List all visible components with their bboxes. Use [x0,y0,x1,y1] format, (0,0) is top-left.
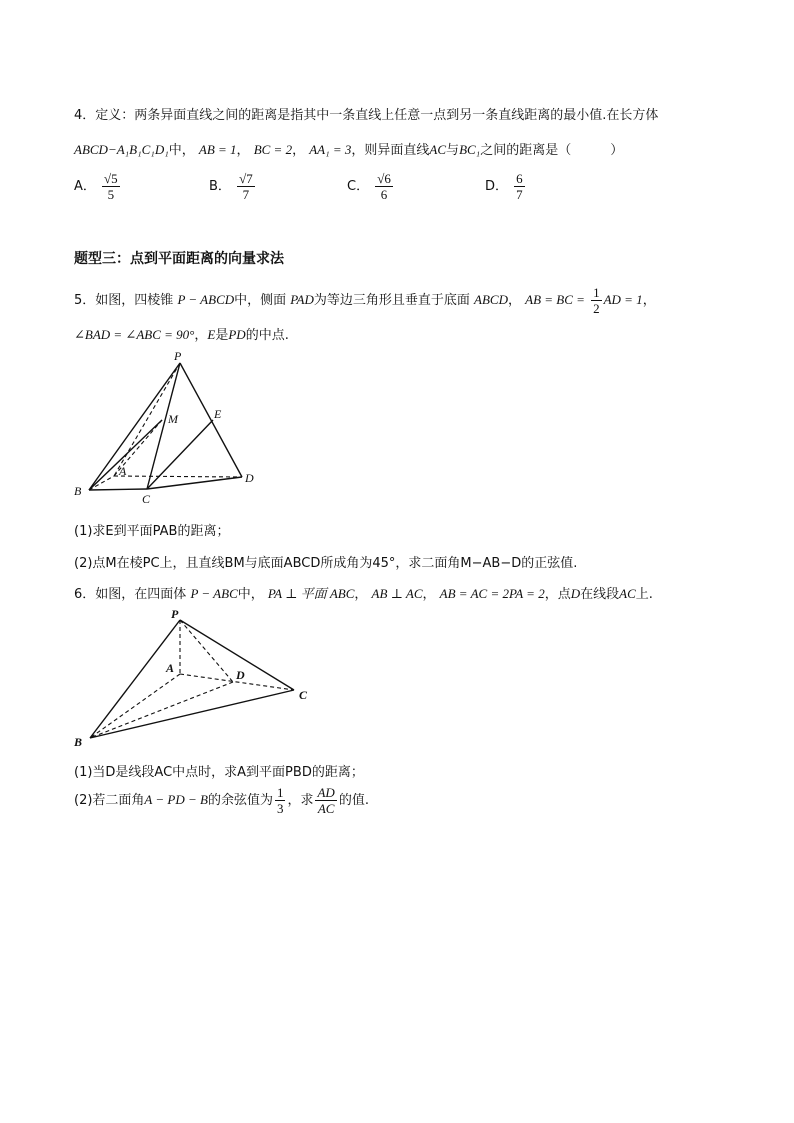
q4-option-a [74,172,122,201]
edge-ad [114,476,242,477]
q6-figure [68,604,328,754]
q4-line2: ABCD−A₁B₁C₁D₁中， AB = 1， BC = 2， AA₁ = 3，则异面直线AC与BC₁之间的距离是（ ） [74,142,624,158]
q5-is: 是 [215,328,229,343]
frac-num: √6 [377,171,391,186]
q6-d: D [570,586,581,601]
q4-and: 与 [446,143,460,158]
q5-eq: AB = BC = [525,292,585,307]
frac-den: 6 [380,187,388,202]
label-b: B [74,484,82,498]
q5-pad: PAD [290,292,314,307]
frac-num: √5 [104,171,118,186]
label-a: A [166,661,175,675]
q4-end: 之间的距离是（ ） [480,143,624,158]
edge-ce [147,420,213,489]
q4-q: ，则异面直线 [351,143,430,158]
q5-t3: 为等边三角形且垂直于底面 [313,293,470,308]
label-p: P [171,607,179,621]
q6-t11: 上. [635,587,653,602]
q5-line1: 5．如图，四棱锥 P − ABCD中，侧面 PAD为等边三角形且垂直于底面 ABCD， AB = BC = $\frac{1}{2}$ AD = 1， [74,285,656,316]
frac-num: 6 [516,171,523,186]
edge-cd [147,477,242,489]
label-a: A [119,464,127,478]
frac-den: 3 [276,801,284,816]
q6-sub2-e: 的值. [338,793,369,808]
q4-line1 [74,104,658,123]
frac-num: 1 [593,285,600,300]
frac-den: 7 [242,187,250,202]
q6-sub2 [74,786,369,815]
frac-num: √7 [239,171,253,186]
edge-pd [180,620,233,682]
q5-sub1: (1)求E到平面PAB的距离； [74,524,230,539]
q4-in: 中， [168,143,195,158]
frac-num: AD [317,785,335,800]
section-title: 题型三：点到平面距离的向量求法 [74,251,284,267]
q6-lengths: AB = AC = 2PA = 2 [439,586,545,601]
q6-sub2-d: ，求 [287,793,314,808]
q4-option-b [209,172,257,201]
label-b: B [74,735,83,749]
q5-angle: ∠BAD = ∠ABC = 90° [74,327,195,342]
q6-dihedral: A − PD − B [144,792,208,807]
q4-option-d [485,172,527,201]
option-label: A． [74,179,96,194]
option-fraction [102,172,120,201]
frac-num: 1 [276,785,284,800]
option-fraction [375,172,393,201]
label-c: C [299,688,308,702]
q5-midpoint: 的中点. [245,328,289,343]
edge-pd [180,363,242,477]
label-c: C [142,492,151,506]
q6-perp2: AB ⊥ AC [371,586,423,601]
q5-fraction [591,286,602,315]
q6-ac: AC [619,586,636,601]
q6-fraction-ratio [315,786,336,815]
label-d: D [236,668,245,682]
q4-text: 定义：两条异面直线之间的距离是指其中一条直线上任意一点到另一条直线距离的最小值.在长方体 [95,108,659,123]
q4-cond-ab: AB = 1 [198,142,237,157]
q4-number: 4． [74,108,96,123]
frac-den: 5 [107,187,115,202]
q5-t2: 中，侧面 [234,293,287,308]
q6-sub2-c: 的余弦值为 [207,793,273,808]
edge-pb [89,363,180,490]
q4-cond-aa1: AA₁ = 3 [309,142,352,157]
q5-sub2: (2)点M在棱PC上，且直线BM与底面ABCD所成角为45°，求二面角M−AB−D的正弦值. [74,556,578,571]
label-d: D [245,471,254,485]
q6-tetra: P − ABC [190,586,238,601]
option-label: D． [485,179,509,194]
q4-line-ac: AC [429,142,447,157]
q4-cond-bc: BC = 2 [253,142,293,157]
q6-sub2-a: (2)若二面角 [74,793,145,808]
edge-pc [147,363,180,489]
q6-line1: 6．如图，在四面体 P − ABC中， PA ⊥ 平面 ABC， AB ⊥ AC， AB = AC = 2PA = 2，点D在线段AC上. [74,586,653,602]
q6-number: 6． [74,587,96,602]
option-fraction [514,172,525,201]
label-m: M [168,412,178,426]
edge-ab [90,674,180,738]
q5-figure [68,348,268,508]
q5-abcd: ABCD [474,292,508,307]
q4-line-bc1: BC₁ [459,142,481,157]
frac-den: AC [317,801,335,816]
q6-fraction-cos [275,786,286,815]
q5-line2 [74,324,289,343]
frac-den: 2 [593,301,600,316]
edge-bm [89,420,162,490]
q6-perp1: PA ⊥ 平面 ABC [267,586,355,601]
q5-number: 5． [74,293,96,308]
q6-t3: 中， [237,587,264,602]
frac-den: 7 [516,187,523,202]
option-label: B． [209,179,231,194]
label-e: E [214,407,222,421]
option-fraction [237,172,255,201]
q5-e: E [207,327,216,342]
q5-comma: ， [194,328,208,343]
q5-pd: PD [228,327,246,342]
q5-pyramid: P − ABCD [177,292,235,307]
q6-t1: 如图，在四面体 [95,587,187,602]
option-label: C． [347,179,370,194]
q6-t9: 在线段 [580,587,620,602]
q6-sub1: (1)当D是线段AC中点时，求A到平面PBD的距离； [74,765,364,780]
q5-eq2: AD = 1 [603,292,643,307]
label-p: P [174,349,182,363]
q4-box: ABCD−A₁B₁C₁D₁ [74,142,169,157]
edge-bc [89,489,147,490]
q6-t7: ，点 [544,587,571,602]
q4-option-c [347,172,395,201]
q5-t1: 如图，四棱锥 [95,293,174,308]
